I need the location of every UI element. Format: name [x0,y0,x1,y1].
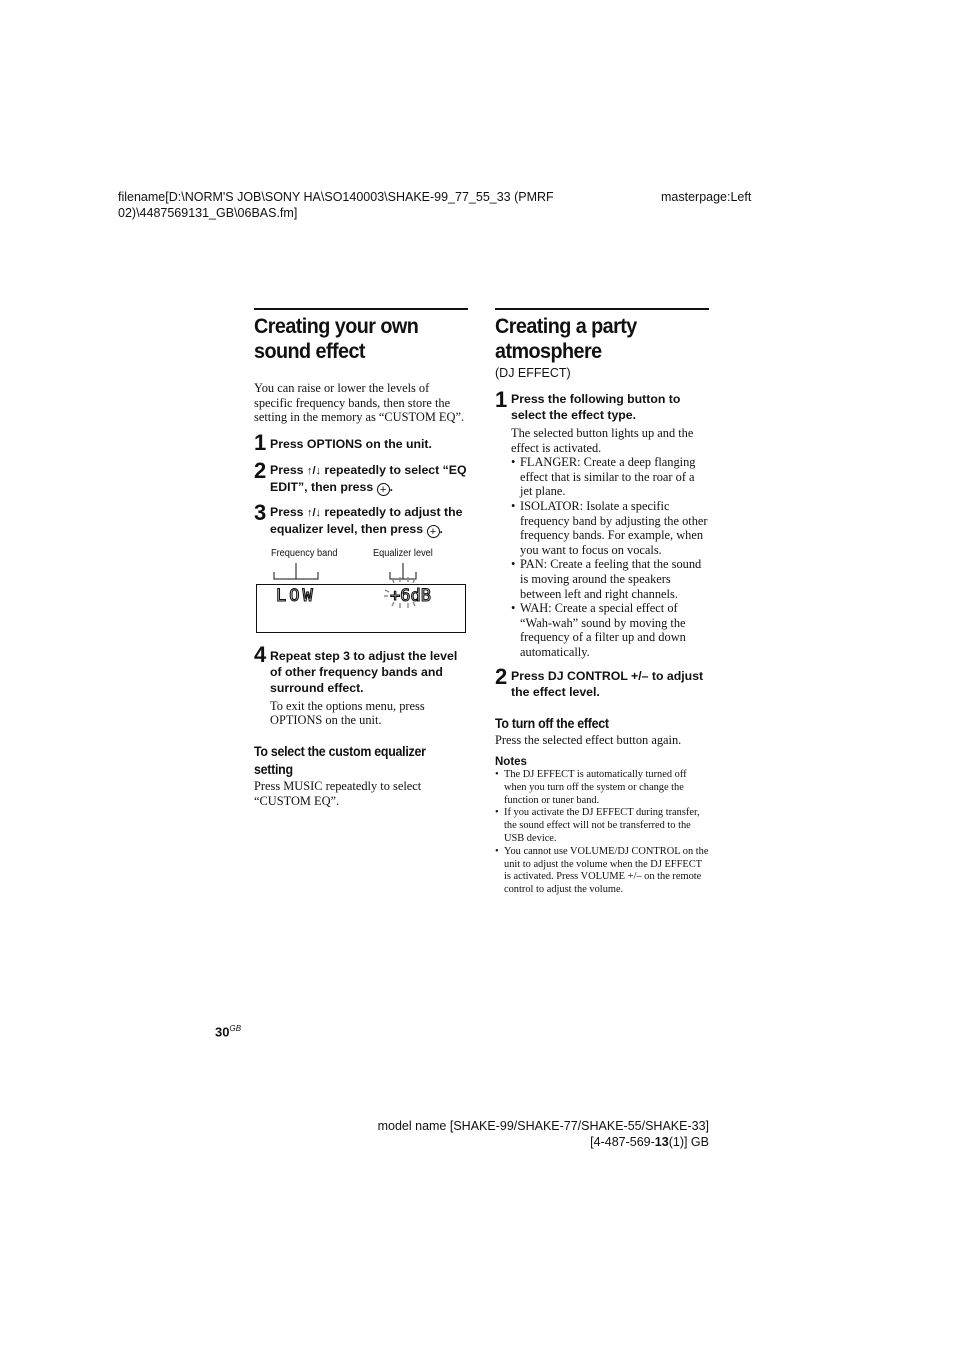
bullet-text: WAH: Create a special effect of “Wah-wah” sound by moving the frequency of a filter up and down automatically. [520,601,686,659]
part-code-bold: 13 [654,1135,669,1149]
bullet-pan: • PAN: Create a feeling that the sound is moving around the speakers between left and right channels. [511,557,709,601]
bullet-text: PAN: Create a feeling that the sound is moving around the speakers between left and right channels. [520,557,702,601]
left-step-2 [254,457,468,496]
part-code [309,1134,709,1150]
left-intro: You can raise or lower the levels of specific frequency bands, then store the setting in the memory as “CUSTOM EQ”. [254,381,465,425]
step-text-end: . [389,479,394,494]
step-number: 2 [495,663,508,689]
left-step-4 [254,641,468,696]
custom-eq-body: Press MUSIC repeatedly to select “CUSTOM EQ”. [254,778,422,808]
masterpage-label: masterpage:Left [661,190,752,204]
note-text: If you activate the DJ EFFECT during transfer, the sound effect will not be transferred to the USB device. [504,807,700,845]
bullet-text: ISOLATOR: Isolate a specific frequency band by adjusting the other frequency bands. For example, when you want to focus on vocals. [520,498,708,557]
left-column [254,308,468,808]
filename-line-2: 02)\4487569131_GB\06BAS.fm] [118,206,298,220]
model-footer [309,1118,709,1150]
step-number: 3 [254,499,267,525]
display-diagram [254,544,468,640]
page-number-value: 30 [215,1024,230,1040]
left-title-rule [254,308,468,310]
step-text-post: repeatedly to select “EQ EDIT”, then press [270,462,467,494]
left-step-1 [254,429,468,455]
equalizer-level-label: Equalizer level [373,547,433,559]
right-title: Creating a party atmosphere [495,314,637,363]
enter-button-icon: + [377,483,390,496]
frequency-band-label: Frequency band [271,547,338,559]
part-code-pre: [4-487-569- [590,1135,655,1149]
display-illustration [254,544,468,640]
right-step-1-body: The selected button lights up and the effect is activated. [511,426,694,455]
bullet-wah: • WAH: Create a special effect of “Wah-wah” sound by moving the frequency of a filter up and down automatically. [511,601,709,659]
step-text-pre: Press [270,504,304,519]
turn-off-body: Press the selected effect button again. [495,732,682,747]
left-title: Creating your own sound effect [254,314,419,363]
note-text: You cannot use VOLUME/DJ CONTROL on the unit to adjust the volume when the DJ EFFECT is activated. Press VOLUME +/– on the remote control to adjust the volume. [504,845,709,896]
step-text: Press OPTIONS on the unit. [270,436,432,451]
notes-heading: Notes [495,756,527,769]
step-number: 2 [254,457,267,483]
filename-line-1: filename[D:\NORM'S JOB\SONY HA\SO140003\SHAKE-99_77_55_33 (PMRF [118,190,554,204]
right-subtitle: (DJ EFFECT) [495,366,571,380]
enter-button-icon: + [427,525,440,538]
up-down-arrows-icon: ↑/↓ [306,506,321,519]
part-code-post: (1)] GB [668,1135,709,1149]
step-text-post: repeatedly to adjust the equalizer level, then press [270,504,463,536]
step-text-pre: Press [270,462,304,477]
turn-off-heading: To turn off the effect [495,715,609,731]
custom-eq-heading: To select the custom equalizer setting [254,743,426,777]
step-number: 4 [254,641,267,667]
step-text-end: . [439,521,443,536]
display-text-band: LOW [276,585,316,606]
right-column [495,308,709,897]
right-title-rule [495,308,709,310]
step-text [270,504,468,538]
note-item: • If you activate the DJ EFFECT during transfer, the sound effect will not be transferred to the USB device. [495,807,709,845]
note-item: • The DJ EFFECT is automatically turned off when you turn off the system or change the function or tuner band. [495,769,709,807]
step-text [270,462,468,496]
right-step-1 [495,387,709,423]
note-item: • You cannot use VOLUME/DJ CONTROL on the unit to adjust the volume when the DJ EFFECT is activated. Press VOLUME +/– on the remote control to adjust the volume. [495,845,709,896]
model-name: model name [SHAKE-99/SHAKE-77/SHAKE-55/SHAKE-33] [377,1119,709,1133]
display-text-level: +6dB [390,585,431,606]
right-step-2 [495,663,709,700]
left-step-4-body: To exit the options menu, press OPTIONS on the unit. [270,698,425,728]
step-text: Press DJ CONTROL +/– to adjust the effect level. [511,668,704,699]
page-number [215,1024,241,1039]
step-number: 1 [254,429,267,455]
step-text: Repeat step 3 to adjust the level of other frequency bands and surround effect. [270,648,458,695]
step-number: 1 [495,387,508,412]
up-down-arrows-icon: ↑/↓ [306,464,321,477]
page-number-suffix: GB [229,1024,242,1033]
bullet-text: FLANGER: Create a deep flanging effect that is similar to the roar of a jet plane. [520,455,696,499]
note-text: The DJ EFFECT is automatically turned off when you turn off the system or change the function or tuner band. [504,769,687,806]
left-step-3 [254,499,468,538]
bullet-isolator: • ISOLATOR: Isolate a specific frequency band by adjusting the other frequency bands. For example, when you want to focus on vocals. [511,498,708,557]
bullet-flanger: • FLANGER: Create a deep flanging effect that is similar to the roar of a jet plane. [511,455,709,499]
filename-header [118,189,638,221]
step-text: Press the following button to select the effect type. [511,392,681,422]
